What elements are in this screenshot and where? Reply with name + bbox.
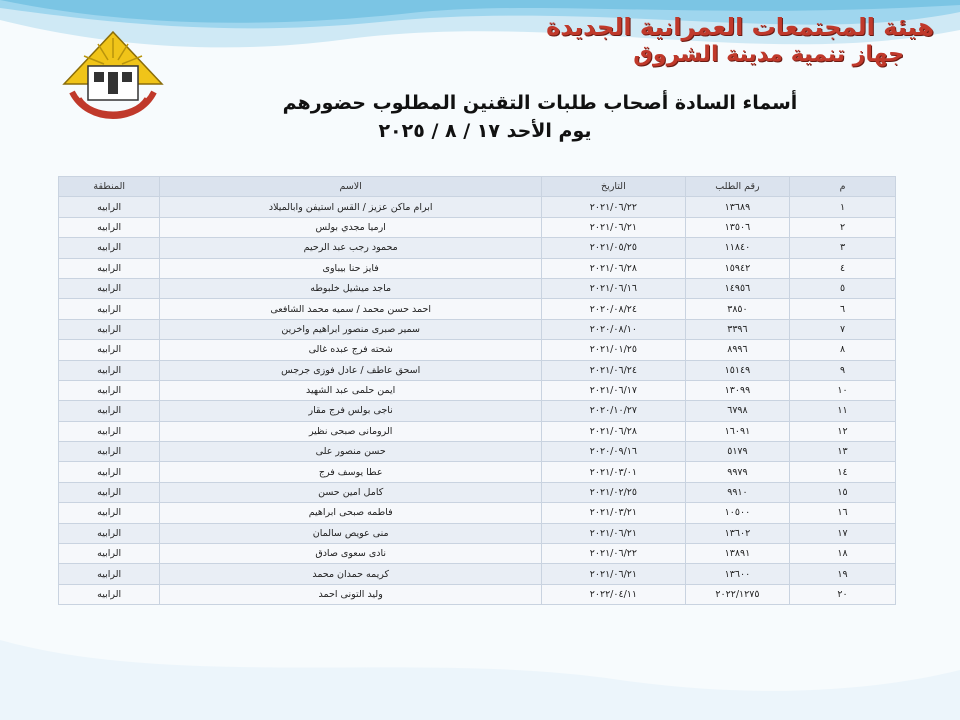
org-name-line2: جهاز تنمية مدينة الشروق bbox=[633, 41, 904, 67]
cell-name: الرومانى صبحى نظير bbox=[160, 421, 542, 441]
table-row bbox=[59, 503, 896, 523]
table-row bbox=[59, 380, 896, 400]
cell-name: ارميا مجدي بولس bbox=[160, 217, 542, 237]
cell-request: ١١٨٤٠ bbox=[685, 238, 789, 258]
cell-request: ٩٩١٠ bbox=[685, 482, 789, 502]
cell-date: ٢٠٢١/٠٣/٢١ bbox=[541, 503, 685, 523]
cell-date: ٢٠٢١/٠٦/٢٢ bbox=[541, 197, 685, 217]
table-row bbox=[59, 278, 896, 298]
table-row bbox=[59, 564, 896, 584]
cell-area: الرابيه bbox=[59, 564, 160, 584]
cell-request: ٢٠٢٢/١٢٧٥ bbox=[685, 584, 789, 604]
cell-request: ٣٣٩٦ bbox=[685, 319, 789, 339]
table-row bbox=[59, 299, 896, 319]
cell-name: شحته فرج عبده غالى bbox=[160, 340, 542, 360]
page-title bbox=[0, 92, 960, 142]
title-line2: يوم الأحد ١٧ / ٨ / ٢٠٢٥ bbox=[378, 120, 592, 142]
cell-request: ٨٩٩٦ bbox=[685, 340, 789, 360]
cell-num: ١٣ bbox=[790, 442, 896, 462]
cell-area: الرابيه bbox=[59, 584, 160, 604]
cell-num: ١٧ bbox=[790, 523, 896, 543]
cell-request: ٣٨٥٠ bbox=[685, 299, 789, 319]
table-row bbox=[59, 421, 896, 441]
cell-num: ٢٠ bbox=[790, 584, 896, 604]
cell-date: ٢٠٢١/٠٥/٢٥ bbox=[541, 238, 685, 258]
cell-date: ٢٠٢٢/٠٤/١١ bbox=[541, 584, 685, 604]
cell-date: ٢٠٢١/٠٢/٢٥ bbox=[541, 482, 685, 502]
cell-num: ١٠ bbox=[790, 380, 896, 400]
cell-name: ناجى بولس فرج مقار bbox=[160, 401, 542, 421]
table-row bbox=[59, 217, 896, 237]
table-row bbox=[59, 482, 896, 502]
cell-date: ٢٠٢١/٠٦/١٧ bbox=[541, 380, 685, 400]
table-row bbox=[59, 360, 896, 380]
cell-num: ١١ bbox=[790, 401, 896, 421]
table-header-row bbox=[59, 177, 896, 197]
cell-name: سمير صبرى منصور ابراهيم واخرين bbox=[160, 319, 542, 339]
cell-name: فاطمه صبحى ابراهيم bbox=[160, 503, 542, 523]
cell-num: ١٨ bbox=[790, 544, 896, 564]
cell-num: ١٩ bbox=[790, 564, 896, 584]
cell-date: ٢٠٢٠/٠٨/٢٤ bbox=[541, 299, 685, 319]
cell-name: حسن منصور على bbox=[160, 442, 542, 462]
cell-num: ٧ bbox=[790, 319, 896, 339]
cell-num: ٥ bbox=[790, 278, 896, 298]
table-row bbox=[59, 584, 896, 604]
title-line1: أسماء السادة أصحاب طلبات التقنين المطلوب حضورهم bbox=[282, 92, 798, 114]
cell-num: ٢ bbox=[790, 217, 896, 237]
cell-date: ٢٠٢١/٠٦/٢١ bbox=[541, 564, 685, 584]
table-row bbox=[59, 197, 896, 217]
cell-area: الرابيه bbox=[59, 421, 160, 441]
table-row bbox=[59, 442, 896, 462]
cell-area: الرابيه bbox=[59, 442, 160, 462]
cell-date: ٢٠٢١/٠٦/٢٨ bbox=[541, 258, 685, 278]
header-name: الاسم bbox=[160, 177, 542, 197]
cell-request: ١٣٦٠٢ bbox=[685, 523, 789, 543]
cell-request: ١٣٨٩١ bbox=[685, 544, 789, 564]
cell-name: وليد التونى احمد bbox=[160, 584, 542, 604]
cell-name: محمود رجب عبد الرحيم bbox=[160, 238, 542, 258]
cell-date: ٢٠٢٠/١٠/٢٧ bbox=[541, 401, 685, 421]
cell-request: ١٣٥٠٦ bbox=[685, 217, 789, 237]
cell-name: اسحق عاطف / عادل فوزى جرجس bbox=[160, 360, 542, 380]
cell-date: ٢٠٢١/٠٦/٢٤ bbox=[541, 360, 685, 380]
cell-num: ١٢ bbox=[790, 421, 896, 441]
cell-date: ٢٠٢١/٠١/٢٥ bbox=[541, 340, 685, 360]
cell-request: ١٣٦٠٠ bbox=[685, 564, 789, 584]
cell-num: ٤ bbox=[790, 258, 896, 278]
cell-area: الرابيه bbox=[59, 238, 160, 258]
cell-area: الرابيه bbox=[59, 462, 160, 482]
cell-request: ٥١٧٩ bbox=[685, 442, 789, 462]
cell-name: ماجد ميشيل خلبوطه bbox=[160, 278, 542, 298]
cell-request: ١٦٠٩١ bbox=[685, 421, 789, 441]
table-row bbox=[59, 258, 896, 278]
cell-area: الرابيه bbox=[59, 503, 160, 523]
cell-name: كريمه حمدان محمد bbox=[160, 564, 542, 584]
table-row bbox=[59, 401, 896, 421]
cell-area: الرابيه bbox=[59, 197, 160, 217]
table-body bbox=[59, 197, 896, 605]
cell-date: ٢٠٢٠/٠٨/١٠ bbox=[541, 319, 685, 339]
cell-request: ١٥٩٤٢ bbox=[685, 258, 789, 278]
cell-name: ايمن حلمى عبد الشهيد bbox=[160, 380, 542, 400]
cell-request: ١٤٩٥٦ bbox=[685, 278, 789, 298]
header-date: التاريخ bbox=[541, 177, 685, 197]
cell-area: الرابيه bbox=[59, 319, 160, 339]
cell-area: الرابيه bbox=[59, 258, 160, 278]
cell-area: الرابيه bbox=[59, 544, 160, 564]
cell-request: ١٣٠٩٩ bbox=[685, 380, 789, 400]
cell-request: ١٠٥٠٠ bbox=[685, 503, 789, 523]
cell-request: ٦٧٩٨ bbox=[685, 401, 789, 421]
applicants-table bbox=[58, 176, 896, 605]
table-row bbox=[59, 340, 896, 360]
cell-area: الرابيه bbox=[59, 299, 160, 319]
cell-date: ٢٠٢٠/٠٩/١٦ bbox=[541, 442, 685, 462]
header-area: المنطقة bbox=[59, 177, 160, 197]
cell-area: الرابيه bbox=[59, 401, 160, 421]
cell-num: ٦ bbox=[790, 299, 896, 319]
cell-area: الرابيه bbox=[59, 380, 160, 400]
table-row bbox=[59, 462, 896, 482]
cell-request: ٩٩٧٩ bbox=[685, 462, 789, 482]
cell-area: الرابيه bbox=[59, 360, 160, 380]
cell-name: كامل امين حسن bbox=[160, 482, 542, 502]
cell-date: ٢٠٢١/٠٦/٢٢ bbox=[541, 544, 685, 564]
cell-request: ١٥١٤٩ bbox=[685, 360, 789, 380]
table-row bbox=[59, 523, 896, 543]
cell-area: الرابيه bbox=[59, 482, 160, 502]
cell-name: عطا يوسف فرج bbox=[160, 462, 542, 482]
cell-num: ١٤ bbox=[790, 462, 896, 482]
cell-num: ١٦ bbox=[790, 503, 896, 523]
table-row bbox=[59, 544, 896, 564]
cell-area: الرابيه bbox=[59, 217, 160, 237]
cell-request: ١٣٦٨٩ bbox=[685, 197, 789, 217]
cell-num: ١ bbox=[790, 197, 896, 217]
cell-name: فايز حنا بيباوى bbox=[160, 258, 542, 278]
cell-date: ٢٠٢١/٠٦/٢٨ bbox=[541, 421, 685, 441]
cell-num: ٨ bbox=[790, 340, 896, 360]
table-row bbox=[59, 319, 896, 339]
cell-num: ٣ bbox=[790, 238, 896, 258]
cell-num: ٩ bbox=[790, 360, 896, 380]
cell-date: ٢٠٢١/٠٦/٢١ bbox=[541, 523, 685, 543]
cell-name: نادى سعوى صادق bbox=[160, 544, 542, 564]
cell-date: ٢٠٢١/٠٦/٢١ bbox=[541, 217, 685, 237]
cell-area: الرابيه bbox=[59, 340, 160, 360]
cell-area: الرابيه bbox=[59, 278, 160, 298]
cell-date: ٢٠٢١/٠٣/٠١ bbox=[541, 462, 685, 482]
header-request: رقم الطلب bbox=[685, 177, 789, 197]
cell-area: الرابيه bbox=[59, 523, 160, 543]
table-row bbox=[59, 238, 896, 258]
org-name-line1: هيئة المجتمعات العمرانية الجديدة bbox=[546, 13, 934, 41]
cell-name: احمد حسن محمد / سميه محمد الشافعى bbox=[160, 299, 542, 319]
header-num: م bbox=[790, 177, 896, 197]
cell-name: منى عويص سالمان bbox=[160, 523, 542, 543]
cell-name: ابرام ماكن عزيز / القس استيفن وابالميلاد bbox=[160, 197, 542, 217]
cell-num: ١٥ bbox=[790, 482, 896, 502]
cell-date: ٢٠٢١/٠٦/١٦ bbox=[541, 278, 685, 298]
organization-header bbox=[546, 14, 934, 67]
